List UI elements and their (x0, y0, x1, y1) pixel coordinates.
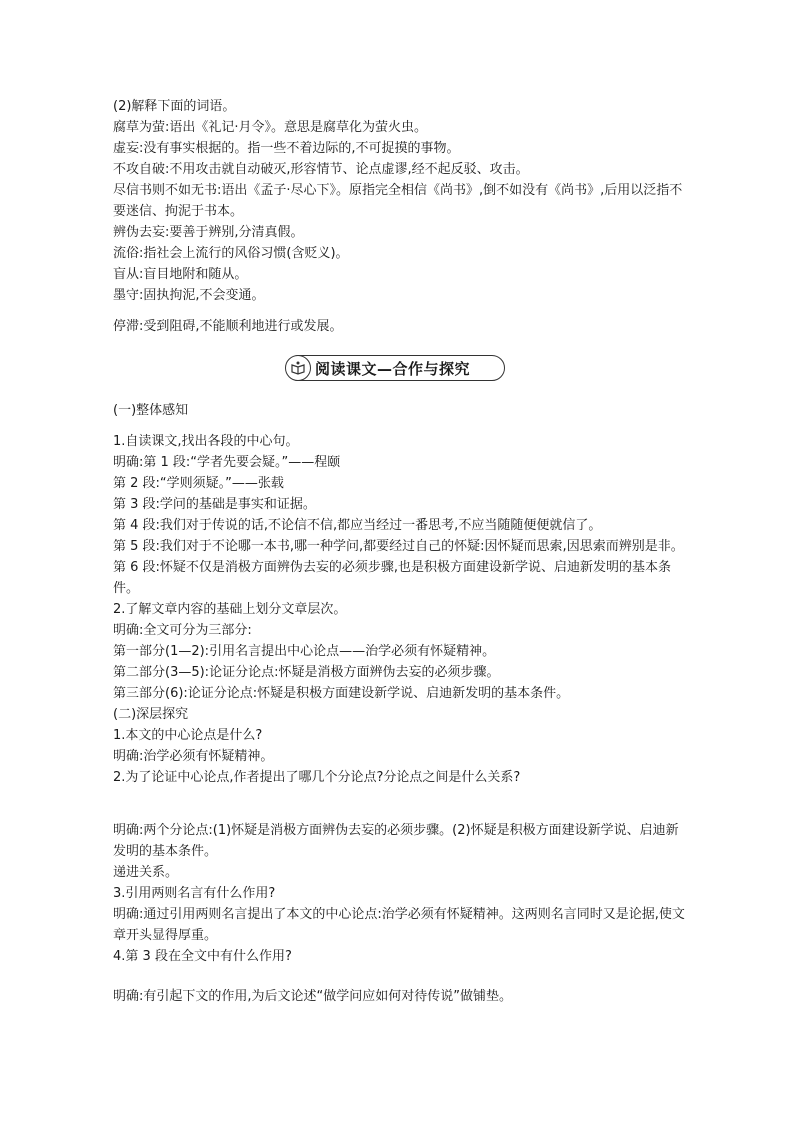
deep-section (113, 820, 688, 967)
vocab-item: 墨守:固执拘泥,不会变通。 (113, 288, 265, 303)
answer-line: 递进关系。 (113, 865, 179, 880)
vocab-item: 辨伪去妄:要善于辨别,分清真假。 (113, 225, 304, 240)
answer-line: 明确:第 1 段:“学者先要会疑。”——程颐 (113, 455, 341, 470)
vocab-section-tail (113, 316, 688, 337)
book-icon (285, 355, 311, 381)
vocab-item: 腐草为萤:语出《礼记·月令》。意思是腐草化为萤火虫。 (113, 120, 428, 135)
vocab-heading: (2)解释下面的词语。 (113, 99, 236, 114)
answer-line: 明确:治学必须有怀疑精神。 (113, 749, 274, 764)
question: 3.引用两则名言有什么作用? (113, 886, 276, 901)
section-heading: (二)深层探究 (113, 707, 189, 722)
answer-line: 第 4 段:我们对于传说的话,不论信不信,都应当经过一番思考,不应当随随便便就信了。 (113, 518, 602, 533)
question: 2.为了论证中心论点,作者提出了哪几个分论点?分论点之间是什么关系? (113, 770, 521, 785)
vocab-section (113, 96, 688, 306)
vocab-item: 尽信书则不如无书:语出《孟子·尽心下》。原指完全相信《尚书》,倒不如没有《尚书》,后用以泛指不要迷信、拘泥于书本。 (113, 183, 683, 219)
answer-line: 明确:通过引用两则名言提出了本文的中心论点:治学必须有怀疑精神。这两则名言同时又是论据,使文章开头显得厚重。 (113, 907, 685, 943)
answer-line: 明确:两个分论点:(1)怀疑是消极方面辨伪去妄的必须步骤。(2)怀疑是积极方面建设新学说、启迪新发明的基本条件。 (113, 823, 679, 859)
question: 1.自读课文,找出各段的中心句。 (113, 434, 299, 449)
deep-section-tail (113, 986, 688, 1007)
answer-line: 明确:全文可分为三部分: (113, 623, 252, 638)
question: 1.本文的中心论点是什么? (113, 728, 263, 743)
question: 4.第 3 段在全文中有什么作用? (113, 949, 292, 964)
overall-section (113, 400, 688, 421)
vocab-item: 盲从:盲目地附和随从。 (113, 267, 248, 282)
vocab-item: 流俗:指社会上流行的风俗习惯(含贬义)。 (113, 246, 349, 261)
answer-line: 第 3 段:学问的基础是事实和证据。 (113, 497, 316, 512)
question: 2.了解文章内容的基础上划分文章层次。 (113, 602, 347, 617)
answer-line: 第 6 段:怀疑不仅是消极方面辨伪去妄的必须步骤,也是积极方面建设新学说、启迪新发明的基本条件。 (113, 560, 672, 596)
vocab-item: 不攻自破:不用攻击就自动破灭,形容情节、论点虚谬,经不起反驳、攻击。 (113, 162, 529, 177)
answer-line: 明确:有引起下文的作用,为后文论述“做学问应如何对待传说”做铺垫。 (113, 989, 512, 1004)
answer-line: 第 2 段:“学则须疑。”——张载 (113, 476, 284, 491)
overall-questions (113, 431, 688, 788)
vocab-item: 停滞:受到阻碍,不能顺利地进行或发展。 (113, 319, 343, 334)
answer-line: 第 5 段:我们对于不论哪一本书,哪一种学问,都要经过自己的怀疑:因怀疑而思索,因思索而辨别是非。 (113, 539, 684, 554)
section-banner (286, 355, 505, 381)
answer-line: 第三部分(6):论证分论点:怀疑是积极方面建设新学说、启迪新发明的基本条件。 (113, 686, 570, 701)
vocab-item: 虚妄:没有事实根据的。指一些不着边际的,不可捉摸的事物。 (113, 141, 460, 156)
answer-line: 第二部分(3—5):论证分论点:怀疑是消极方面辨伪去妄的必须步骤。 (113, 665, 500, 680)
answer-line: 第一部分(1—2):引用名言提出中心论点——治学必须有怀疑精神。 (113, 644, 496, 659)
section-heading: (一)整体感知 (113, 403, 189, 418)
section-banner-title: 阅读课文—合作与探究 (315, 359, 471, 378)
